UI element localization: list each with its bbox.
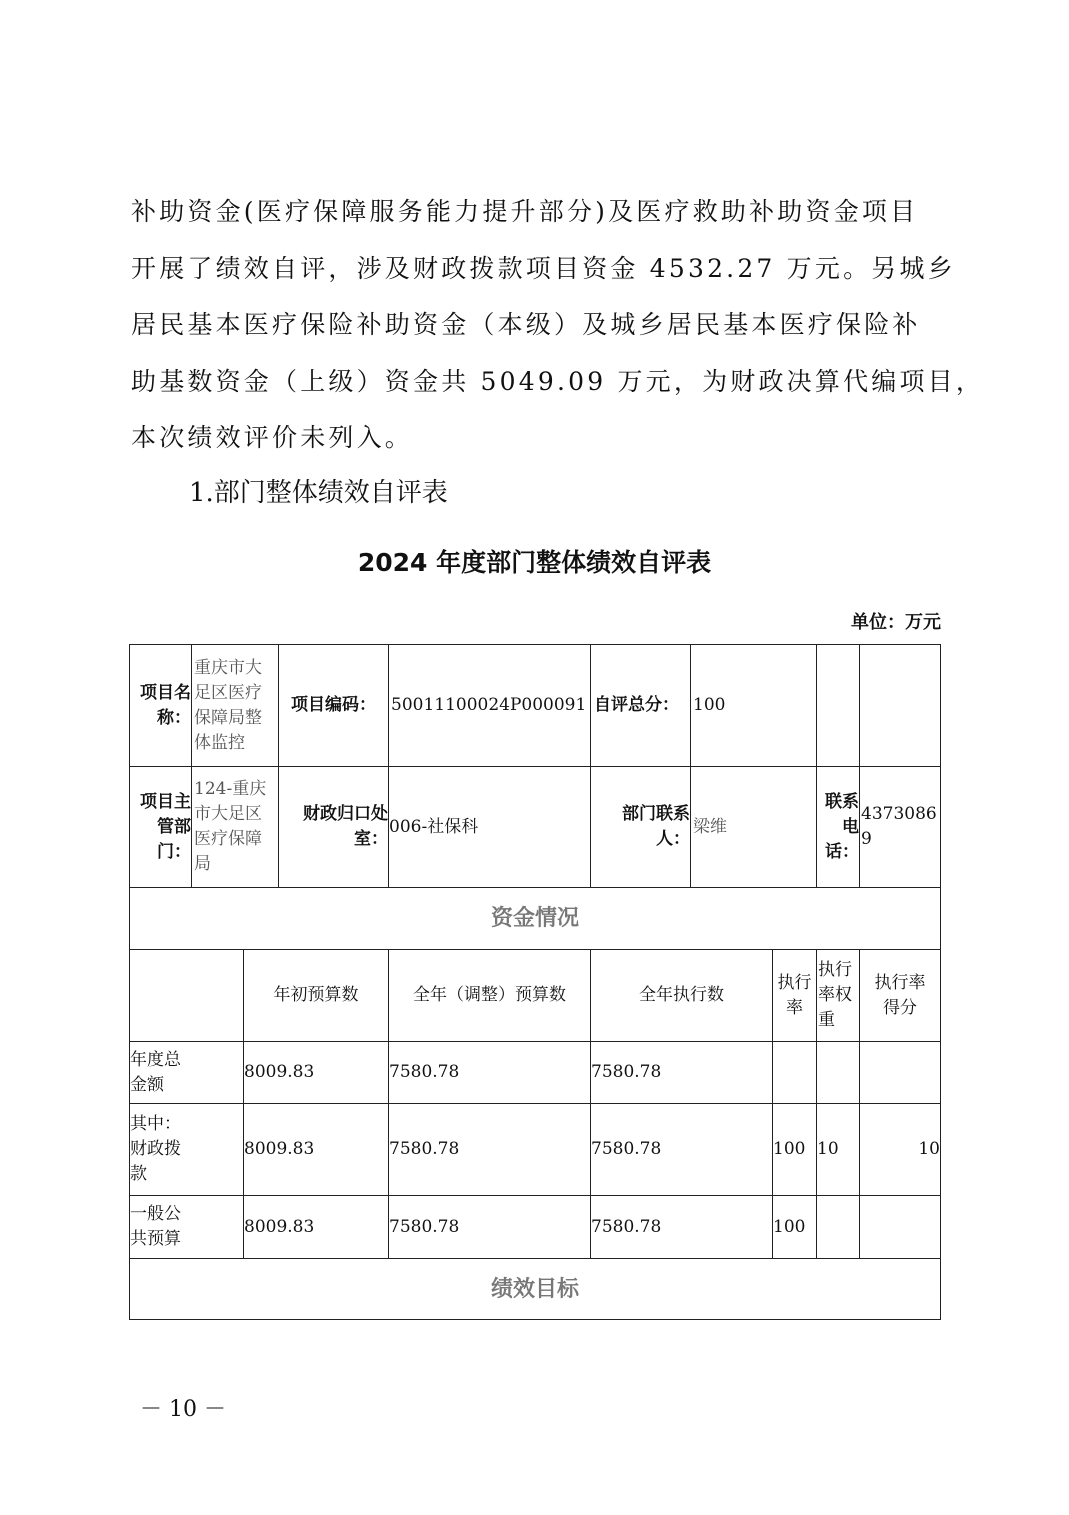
contact-value: 梁维 xyxy=(690,766,817,888)
phone-label: 联系电话： xyxy=(816,766,860,888)
contact-label: 部门联系人： xyxy=(590,766,691,888)
cell-adjusted: 7580.78 xyxy=(388,1195,591,1259)
cell-initial: 8009.83 xyxy=(243,1041,389,1104)
cell-weight xyxy=(816,1195,860,1259)
row-label: 其中：财政拨款 xyxy=(129,1103,244,1196)
cell-rate xyxy=(772,1041,817,1104)
phone-value: 43730869 xyxy=(859,766,941,888)
empty-cell xyxy=(859,644,941,767)
row-label: 年度总金额 xyxy=(129,1041,244,1104)
header-exec-weight: 执行率权重 xyxy=(816,949,860,1042)
cell-executed: 7580.78 xyxy=(590,1195,773,1259)
header-initial-budget: 年初预算数 xyxy=(243,949,389,1042)
header-adjusted-budget: 全年（调整）预算数 xyxy=(388,949,591,1042)
paragraph-line: 补助资金(医疗保障服务能力提升部分)及医疗救助补助资金项目 xyxy=(131,197,919,226)
empty-cell xyxy=(816,644,860,767)
section-heading: 1.部门整体绩效自评表 xyxy=(189,478,448,508)
cell-adjusted: 7580.78 xyxy=(388,1103,591,1196)
self-evaluation-table xyxy=(129,644,941,1320)
cell-score xyxy=(859,1195,941,1259)
finance-office-value: 006-社保科 xyxy=(388,766,591,888)
paragraph-line: 助基数资金（上级）资金共 5049.09 万元，为财政决算代编项目， xyxy=(131,366,985,396)
funds-section-title: 资金情况 xyxy=(129,887,941,950)
cell-score xyxy=(859,1041,941,1104)
page-number: － 10 － xyxy=(140,1397,226,1422)
cell-score: 10 xyxy=(859,1103,941,1196)
project-code-value: 50011100024P000091 xyxy=(388,644,591,767)
goals-section-title: 绩效目标 xyxy=(129,1258,941,1320)
cell-weight xyxy=(816,1041,860,1104)
unit-label: 单位：万元 xyxy=(851,612,941,633)
paragraph-line: 居民基本医疗保险补助资金（本级）及城乡居民基本医疗保险补 xyxy=(131,310,921,339)
header-exec-score: 执行率得分 xyxy=(859,949,941,1042)
finance-office-label: 财政归口处室： xyxy=(278,766,389,888)
project-name-value: 重庆市大足区医疗保障局整体监控 xyxy=(191,644,279,767)
project-code-label: 项目编码： xyxy=(278,644,389,767)
cell-initial: 8009.83 xyxy=(243,1103,389,1196)
cell-rate: 100 xyxy=(772,1195,817,1259)
paragraph-line: 本次绩效评价未列入。 xyxy=(131,423,414,452)
cell-weight: 10 xyxy=(816,1103,860,1196)
dept-value: 124-重庆市大足区医疗保障局 xyxy=(191,766,279,888)
cell-adjusted: 7580.78 xyxy=(388,1041,591,1104)
cell-executed: 7580.78 xyxy=(590,1103,773,1196)
body-paragraph xyxy=(131,184,985,467)
table-title: 2024 年度部门整体绩效自评表 xyxy=(357,548,712,577)
cell-rate: 100 xyxy=(772,1103,817,1196)
cell-initial: 8009.83 xyxy=(243,1195,389,1259)
total-score-value: 100 xyxy=(690,644,817,767)
dept-label: 项目主管部门： xyxy=(129,766,192,888)
row-label: 一般公共预算 xyxy=(129,1195,244,1259)
header-exec-rate: 执行率 xyxy=(772,949,817,1042)
header-cell-empty xyxy=(129,949,244,1042)
project-name-label: 项目名称： xyxy=(129,644,192,767)
cell-executed: 7580.78 xyxy=(590,1041,773,1104)
paragraph-line: 开展了绩效自评，涉及财政拨款项目资金 4532.27 万元。另城乡 xyxy=(131,253,956,283)
total-score-label: 自评总分： xyxy=(590,644,691,767)
header-executed: 全年执行数 xyxy=(590,949,773,1042)
